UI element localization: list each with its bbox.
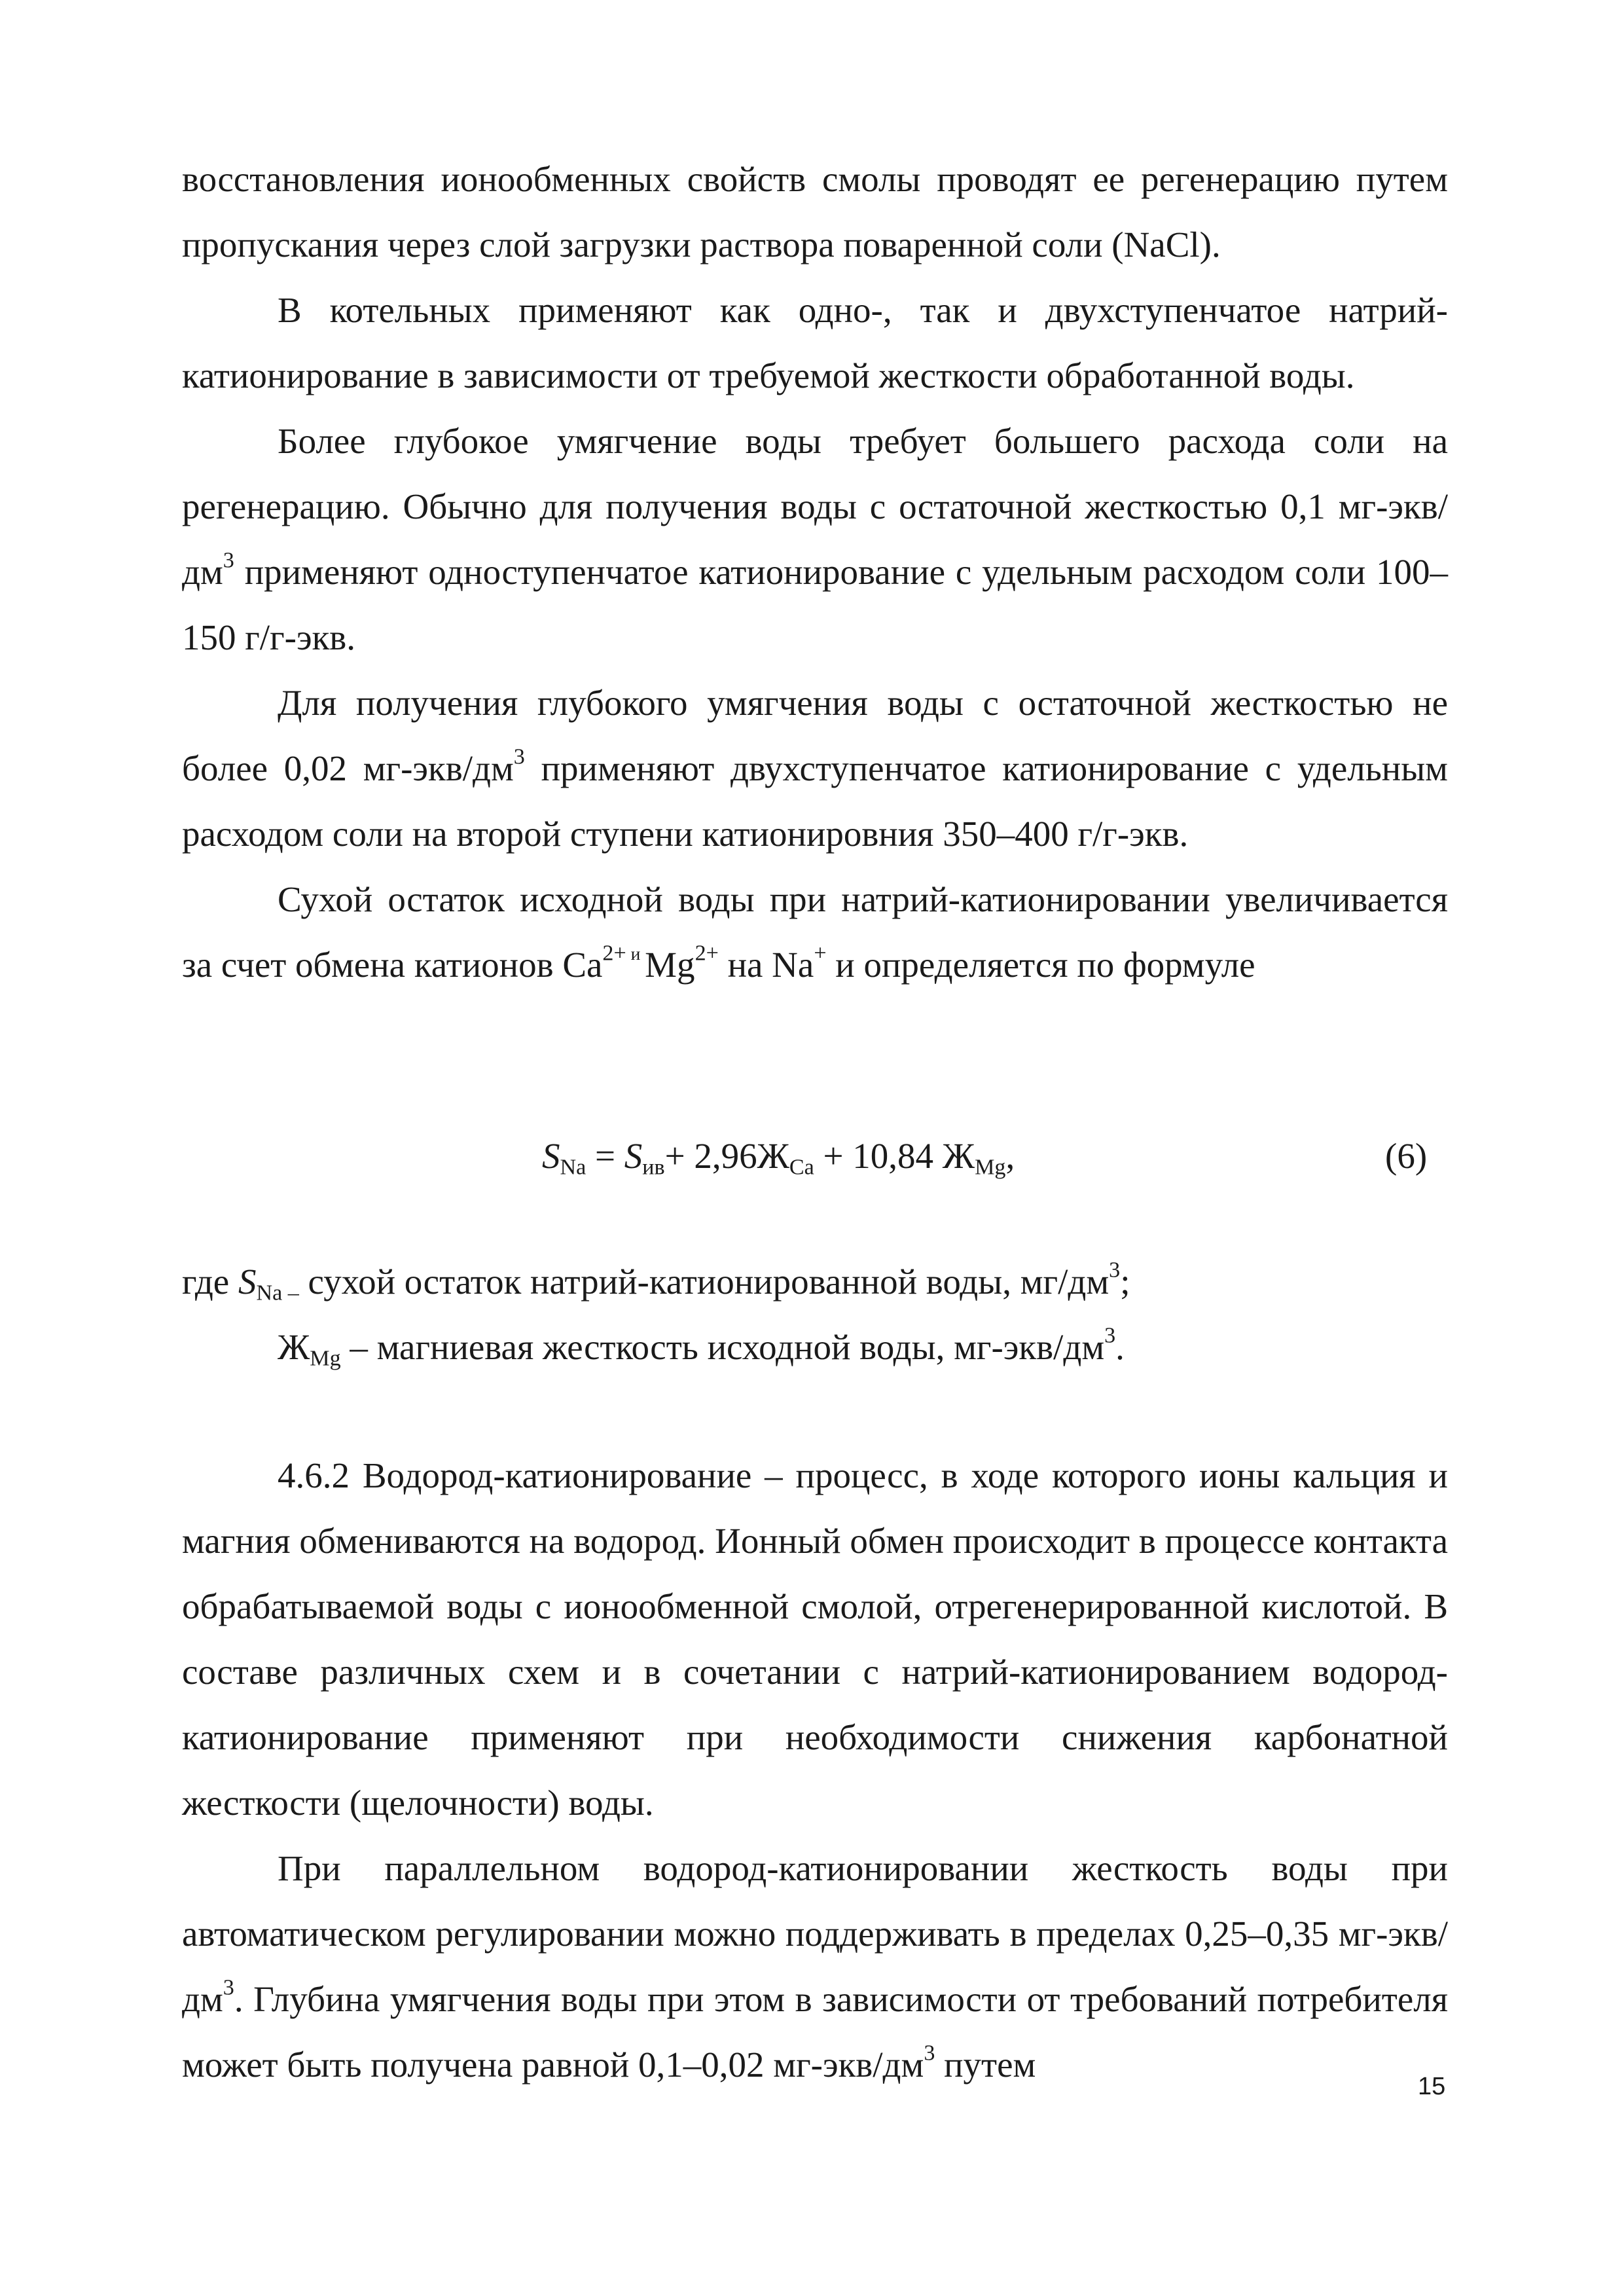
superscript: 3	[1109, 1258, 1121, 1283]
superscript: 3	[513, 744, 525, 769]
text-span: где	[182, 1262, 238, 1302]
paragraph-boiler-cationization: В котельных применяют как одно-, так и двухступенчатое натрий-катионирование в зависимости от требуемой жесткости обработанной воды.	[182, 290, 1448, 395]
text-span: применяют двухступенчатое катионирование с удельным расходом соли на второй ступени катионировния 350–400 г/г-экв.	[182, 748, 1448, 854]
formula-text: + 2,96Ж	[664, 1136, 789, 1176]
text-span: Для получения глубокого умягчения воды с остаточной жесткостью не более 0,02 мг-экв/дм	[182, 683, 1448, 788]
text-span: и определяется по формуле	[826, 945, 1255, 985]
text-span: ;	[1120, 1262, 1130, 1302]
body-text-top	[182, 147, 1448, 998]
superscript-and: и	[626, 943, 645, 964]
superscript: 3	[223, 548, 234, 573]
paragraph-parallel-cationization	[182, 1836, 1448, 2098]
text-span: на Na	[718, 945, 814, 985]
superscript: 2+	[602, 941, 626, 966]
formula-text: =	[586, 1136, 624, 1176]
text-span: .	[1115, 1327, 1125, 1367]
paragraph-deep-softening	[182, 409, 1448, 670]
text-span: При параллельном водород-катионировании жесткость воды при автоматическом регулировании можно поддерживать в пределах 0,25–0,35 мг-экв/дм	[182, 1848, 1448, 2019]
superscript: 3	[223, 1975, 234, 2000]
text-span: Mg	[645, 945, 695, 985]
paragraph-hydrogen-cationization: 4.6.2 Водород-катионирование – процесс, в ходе которого ионы кальция и магния обмениваются на водород. Ионный обмен происходит в процессе контакта обрабатываемой воды с ионообменной смолой, отрегенерированной кислотой. В составе различных схем и в сочетании с натрий-катионированием водород-катионирование применяют при необходимости снижения карбонатной жесткости (щелочности) воды.	[182, 1455, 1448, 1823]
formula-6	[542, 1130, 1015, 1182]
definition-zh-mg	[182, 1315, 1448, 1380]
formula-var: S	[624, 1136, 643, 1176]
superscript: 3	[1104, 1323, 1116, 1348]
paragraph-two-stage	[182, 670, 1448, 867]
text-span: применяют одноступенчатое катионирование с удельным расходом соли 100–150 г/г-экв.	[182, 552, 1448, 657]
text-span: . Глубина умягчения воды при этом в зависимости от требований потребителя может быть получена равной 0,1–0,02 мг-экв/дм	[182, 1979, 1448, 2085]
definition-s-na	[182, 1249, 1448, 1315]
formula-var: S	[238, 1262, 257, 1302]
text-span: путем	[935, 2045, 1036, 2085]
page-number: 15	[1418, 2073, 1446, 2100]
text-span: Более глубокое умягчение воды требует большего расхода соли на регенерацию. Обычно для получения воды с остаточной жесткостью 0,1 мг-экв/дм	[182, 421, 1448, 592]
formula-text: ,	[1005, 1136, 1015, 1176]
superscript: +	[814, 941, 827, 966]
subscript: ив	[642, 1155, 665, 1180]
text-span: Сухой остаток исходной воды при натрий-катионировании увеличивается за счет обмена катионов Ca	[182, 879, 1448, 985]
formula-text: + 10,84 Ж	[814, 1136, 975, 1176]
paragraph-resin-regeneration: восстановления ионообменных свойств смолы проводят ее регенерацию путем пропускания через слой загрузки раствора поваренной соли (NaCl).	[182, 159, 1448, 264]
superscript: 2+	[695, 941, 719, 966]
text-span: – магниевая жесткость исходной воды, мг-экв/дм	[340, 1327, 1105, 1367]
superscript: 3	[924, 2041, 935, 2066]
subscript: Mg	[310, 1346, 341, 1371]
section-hydrogen-cationization	[182, 1443, 1448, 2098]
text-span: сухой остаток натрий-катионированной воды, мг/дм	[298, 1262, 1110, 1302]
text-span: Ж	[278, 1327, 310, 1367]
subscript: Mg	[975, 1155, 1006, 1180]
subscript: Na –	[256, 1281, 299, 1305]
subscript: Ca	[789, 1155, 814, 1180]
formula-number: (6)	[1385, 1136, 1428, 1176]
formula-var: S	[542, 1136, 560, 1176]
paragraph-dry-residue	[182, 867, 1448, 998]
subscript: Na	[560, 1155, 586, 1180]
formula-definitions	[182, 1249, 1448, 1380]
